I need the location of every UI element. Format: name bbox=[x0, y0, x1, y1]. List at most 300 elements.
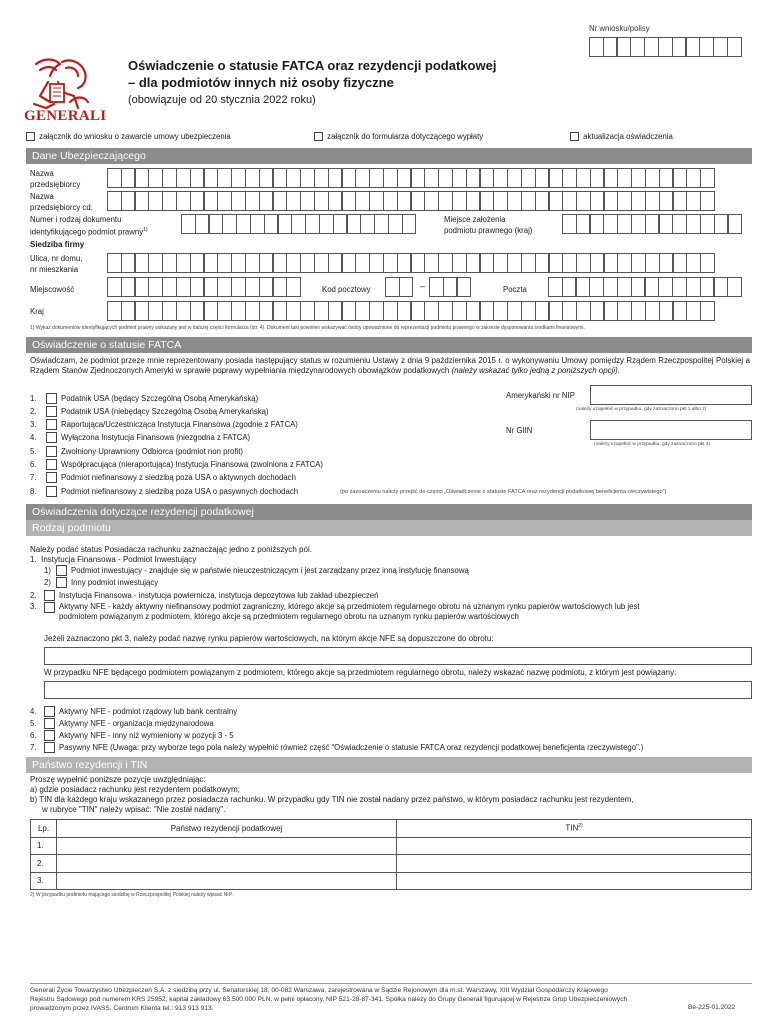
char-cell[interactable] bbox=[562, 168, 577, 188]
fatca-checkbox-3[interactable] bbox=[46, 419, 57, 430]
char-cell[interactable] bbox=[300, 301, 315, 321]
char-cell[interactable] bbox=[452, 301, 467, 321]
char-cell[interactable] bbox=[507, 191, 522, 211]
char-cell[interactable] bbox=[107, 301, 122, 321]
char-cell[interactable] bbox=[617, 37, 632, 57]
char-cell[interactable] bbox=[300, 168, 315, 188]
char-cell[interactable] bbox=[190, 277, 205, 297]
char-cell[interactable] bbox=[521, 253, 536, 273]
char-cell[interactable] bbox=[231, 253, 246, 273]
char-cell[interactable] bbox=[549, 191, 564, 211]
char-cell[interactable] bbox=[700, 191, 715, 211]
char-cell[interactable] bbox=[217, 277, 232, 297]
char-cell[interactable] bbox=[700, 301, 715, 321]
char-cell[interactable] bbox=[466, 301, 481, 321]
char-cell[interactable] bbox=[480, 191, 495, 211]
char-cell[interactable] bbox=[576, 191, 591, 211]
char-cell[interactable] bbox=[466, 253, 481, 273]
char-cell[interactable] bbox=[217, 168, 232, 188]
char-cell[interactable] bbox=[245, 168, 260, 188]
char-cell[interactable] bbox=[548, 277, 563, 297]
char-cell[interactable] bbox=[424, 168, 439, 188]
char-cell[interactable] bbox=[686, 214, 701, 234]
char-cell[interactable] bbox=[273, 301, 288, 321]
char-cell[interactable] bbox=[673, 168, 688, 188]
tax-option-7[interactable]: 7. Pasywny NFE (Uwaga: przy wyborze tego pola należy wypełnić również część “Oświadczenie o statusie FATCA oraz rezydencji podatkowej beneficjenta rzeczywistego”.) bbox=[30, 743, 644, 752]
char-cell[interactable] bbox=[507, 253, 522, 273]
tax-option-4[interactable]: 4. Aktywny NFE - podmiot rządowy lub bank centralny bbox=[30, 707, 238, 716]
char-cell[interactable] bbox=[204, 191, 219, 211]
char-cell[interactable] bbox=[590, 168, 605, 188]
country-field[interactable] bbox=[107, 301, 714, 321]
char-cell[interactable] bbox=[562, 301, 577, 321]
char-cell[interactable] bbox=[673, 253, 688, 273]
char-cell[interactable] bbox=[727, 37, 742, 57]
char-cell[interactable] bbox=[507, 301, 522, 321]
char-cell[interactable] bbox=[355, 191, 370, 211]
char-cell[interactable] bbox=[135, 253, 150, 273]
char-cell[interactable] bbox=[231, 277, 246, 297]
char-cell[interactable] bbox=[176, 301, 191, 321]
char-cell[interactable] bbox=[438, 168, 453, 188]
char-cell[interactable] bbox=[286, 168, 301, 188]
char-cell[interactable] bbox=[699, 37, 714, 57]
char-cell[interactable] bbox=[480, 168, 495, 188]
char-cell[interactable] bbox=[314, 191, 329, 211]
char-cell[interactable] bbox=[162, 277, 177, 297]
char-cell[interactable] bbox=[107, 253, 122, 273]
char-cell[interactable] bbox=[645, 301, 660, 321]
char-cell[interactable] bbox=[603, 214, 618, 234]
char-cell[interactable] bbox=[562, 214, 577, 234]
fatca-option-7[interactable] bbox=[30, 472, 296, 483]
fatca-option-6[interactable] bbox=[30, 459, 323, 470]
char-cell[interactable] bbox=[452, 168, 467, 188]
char-cell[interactable] bbox=[383, 301, 398, 321]
char-cell[interactable] bbox=[604, 301, 619, 321]
tax-option-3[interactable]: 3. Aktywny NFE - każdy aktywny niefinansowy podmiot zagraniczny, którego akcje są przedmiotem regularnego obrotu na uznanym rynku papierów wartościowych lub jest podmiotem powiązanym z podmiotem, którego akcje są przedmiotem regularnego obrotu na uznanym rynku papierów wartościowych bbox=[30, 602, 640, 621]
char-cell[interactable] bbox=[162, 301, 177, 321]
post-field[interactable] bbox=[548, 277, 741, 297]
char-cell[interactable] bbox=[672, 37, 687, 57]
document-field[interactable] bbox=[181, 214, 416, 234]
char-cell[interactable] bbox=[135, 191, 150, 211]
char-cell[interactable] bbox=[314, 168, 329, 188]
char-cell[interactable] bbox=[590, 301, 605, 321]
char-cell[interactable] bbox=[204, 301, 219, 321]
name-cont-field[interactable] bbox=[107, 191, 714, 211]
fatca-option-4[interactable] bbox=[30, 432, 250, 443]
tin-country-cell[interactable] bbox=[57, 837, 397, 855]
char-cell[interactable] bbox=[617, 168, 632, 188]
tax-checkbox-5[interactable] bbox=[44, 718, 55, 729]
char-cell[interactable] bbox=[121, 191, 136, 211]
char-cell[interactable] bbox=[603, 277, 618, 297]
attachment-option-3[interactable] bbox=[570, 132, 673, 141]
char-cell[interactable] bbox=[535, 301, 550, 321]
char-cell[interactable] bbox=[659, 191, 674, 211]
char-cell[interactable] bbox=[673, 301, 688, 321]
char-cell[interactable] bbox=[209, 214, 224, 234]
char-cell[interactable] bbox=[374, 214, 389, 234]
char-cell[interactable] bbox=[204, 253, 219, 273]
attachment-checkbox-2[interactable] bbox=[314, 132, 323, 141]
tax-checkbox-3[interactable] bbox=[44, 602, 55, 613]
char-cell[interactable] bbox=[195, 214, 210, 234]
char-cell[interactable] bbox=[397, 168, 412, 188]
char-cell[interactable] bbox=[590, 191, 605, 211]
char-cell[interactable] bbox=[286, 301, 301, 321]
char-cell[interactable] bbox=[369, 253, 384, 273]
char-cell[interactable] bbox=[645, 253, 660, 273]
fatca-checkbox-2[interactable] bbox=[46, 406, 57, 417]
char-cell[interactable] bbox=[590, 253, 605, 273]
char-cell[interactable] bbox=[686, 168, 701, 188]
char-cell[interactable] bbox=[135, 301, 150, 321]
char-cell[interactable] bbox=[700, 168, 715, 188]
street-field[interactable] bbox=[107, 253, 714, 273]
char-cell[interactable] bbox=[631, 191, 646, 211]
char-cell[interactable] bbox=[107, 168, 122, 188]
char-cell[interactable] bbox=[217, 191, 232, 211]
char-cell[interactable] bbox=[148, 301, 163, 321]
char-cell[interactable] bbox=[369, 168, 384, 188]
char-cell[interactable] bbox=[535, 253, 550, 273]
ref-number-field[interactable] bbox=[589, 37, 741, 57]
char-cell[interactable] bbox=[604, 191, 619, 211]
char-cell[interactable] bbox=[535, 191, 550, 211]
char-cell[interactable] bbox=[217, 301, 232, 321]
char-cell[interactable] bbox=[148, 253, 163, 273]
char-cell[interactable] bbox=[328, 301, 343, 321]
char-cell[interactable] bbox=[135, 277, 150, 297]
char-cell[interactable] bbox=[631, 301, 646, 321]
char-cell[interactable] bbox=[162, 168, 177, 188]
fatca-checkbox-5[interactable] bbox=[46, 446, 57, 457]
char-cell[interactable] bbox=[644, 37, 659, 57]
char-cell[interactable] bbox=[259, 301, 274, 321]
char-cell[interactable] bbox=[176, 253, 191, 273]
char-cell[interactable] bbox=[589, 277, 604, 297]
tin-value-cell[interactable] bbox=[397, 837, 752, 855]
char-cell[interactable] bbox=[727, 277, 742, 297]
char-cell[interactable] bbox=[291, 214, 306, 234]
attachment-checkbox-3[interactable] bbox=[570, 132, 579, 141]
char-cell[interactable] bbox=[314, 253, 329, 273]
char-cell[interactable] bbox=[438, 191, 453, 211]
char-cell[interactable] bbox=[162, 191, 177, 211]
char-cell[interactable] bbox=[300, 253, 315, 273]
char-cell[interactable] bbox=[273, 168, 288, 188]
char-cell[interactable] bbox=[190, 253, 205, 273]
char-cell[interactable] bbox=[245, 191, 260, 211]
char-cell[interactable] bbox=[273, 253, 288, 273]
char-cell[interactable] bbox=[305, 214, 320, 234]
attachment-option-1[interactable] bbox=[26, 132, 231, 141]
char-cell[interactable] bbox=[631, 277, 646, 297]
char-cell[interactable] bbox=[286, 253, 301, 273]
char-cell[interactable] bbox=[673, 191, 688, 211]
char-cell[interactable] bbox=[369, 191, 384, 211]
postcode-field-2[interactable] bbox=[429, 277, 470, 297]
char-cell[interactable] bbox=[190, 191, 205, 211]
fatca-option-5[interactable] bbox=[30, 446, 243, 457]
fatca-option-1[interactable] bbox=[30, 393, 258, 404]
char-cell[interactable] bbox=[576, 277, 591, 297]
char-cell[interactable] bbox=[672, 214, 687, 234]
char-cell[interactable] bbox=[466, 168, 481, 188]
char-cell[interactable] bbox=[107, 191, 122, 211]
tax-checkbox-7[interactable] bbox=[44, 742, 55, 753]
giin-input[interactable] bbox=[590, 420, 752, 440]
char-cell[interactable] bbox=[342, 301, 357, 321]
fatca-checkbox-1[interactable] bbox=[46, 393, 57, 404]
char-cell[interactable] bbox=[300, 191, 315, 211]
char-cell[interactable] bbox=[278, 214, 293, 234]
char-cell[interactable] bbox=[360, 214, 375, 234]
tax-option-5[interactable]: 5. Aktywny NFE - organizacja międzynarodowa bbox=[30, 719, 214, 728]
char-cell[interactable] bbox=[424, 301, 439, 321]
char-cell[interactable] bbox=[121, 168, 136, 188]
char-cell[interactable] bbox=[686, 277, 701, 297]
char-cell[interactable] bbox=[231, 191, 246, 211]
char-cell[interactable] bbox=[700, 277, 715, 297]
char-cell[interactable] bbox=[411, 301, 426, 321]
tin-country-cell[interactable] bbox=[57, 855, 397, 873]
char-cell[interactable] bbox=[190, 301, 205, 321]
char-cell[interactable] bbox=[658, 37, 673, 57]
char-cell[interactable] bbox=[507, 168, 522, 188]
char-cell[interactable] bbox=[631, 168, 646, 188]
char-cell[interactable] bbox=[714, 277, 729, 297]
char-cell[interactable] bbox=[148, 168, 163, 188]
fatca-option-8[interactable] bbox=[30, 486, 298, 497]
char-cell[interactable] bbox=[700, 253, 715, 273]
char-cell[interactable] bbox=[549, 168, 564, 188]
char-cell[interactable] bbox=[659, 214, 674, 234]
char-cell[interactable] bbox=[521, 301, 536, 321]
char-cell[interactable] bbox=[603, 37, 618, 57]
char-cell[interactable] bbox=[686, 253, 701, 273]
char-cell[interactable] bbox=[355, 168, 370, 188]
char-cell[interactable] bbox=[236, 214, 251, 234]
fatca-option-3[interactable] bbox=[30, 419, 298, 430]
char-cell[interactable] bbox=[728, 214, 743, 234]
char-cell[interactable] bbox=[549, 253, 564, 273]
fatca-checkbox-6[interactable] bbox=[46, 459, 57, 470]
char-cell[interactable] bbox=[333, 214, 348, 234]
postcode-field-1[interactable] bbox=[385, 277, 413, 297]
char-cell[interactable] bbox=[576, 301, 591, 321]
char-cell[interactable] bbox=[259, 253, 274, 273]
char-cell[interactable] bbox=[388, 214, 403, 234]
char-cell[interactable] bbox=[148, 277, 163, 297]
char-cell[interactable] bbox=[631, 214, 646, 234]
char-cell[interactable] bbox=[148, 191, 163, 211]
char-cell[interactable] bbox=[521, 168, 536, 188]
char-cell[interactable] bbox=[713, 37, 728, 57]
char-cell[interactable] bbox=[672, 277, 687, 297]
char-cell[interactable] bbox=[342, 253, 357, 273]
char-cell[interactable] bbox=[319, 214, 334, 234]
char-cell[interactable] bbox=[686, 301, 701, 321]
char-cell[interactable] bbox=[535, 168, 550, 188]
char-cell[interactable] bbox=[286, 191, 301, 211]
char-cell[interactable] bbox=[176, 277, 191, 297]
char-cell[interactable] bbox=[397, 253, 412, 273]
tax-checkbox-4[interactable] bbox=[44, 706, 55, 717]
char-cell[interactable] bbox=[245, 277, 260, 297]
tax-option-2[interactable]: 2. Instytucja Finansowa - instytucja powiernicza, instytucja depozytowa lub zakład ubezpieczeń bbox=[30, 591, 379, 600]
char-cell[interactable] bbox=[466, 191, 481, 211]
char-cell[interactable] bbox=[328, 168, 343, 188]
char-cell[interactable] bbox=[162, 253, 177, 273]
char-cell[interactable] bbox=[231, 301, 246, 321]
char-cell[interactable] bbox=[429, 277, 444, 297]
char-cell[interactable] bbox=[264, 214, 279, 234]
char-cell[interactable] bbox=[576, 168, 591, 188]
char-cell[interactable] bbox=[438, 253, 453, 273]
char-cell[interactable] bbox=[617, 301, 632, 321]
char-cell[interactable] bbox=[590, 214, 605, 234]
char-cell[interactable] bbox=[411, 253, 426, 273]
char-cell[interactable] bbox=[397, 301, 412, 321]
tin-country-cell[interactable] bbox=[57, 872, 397, 890]
char-cell[interactable] bbox=[273, 191, 288, 211]
char-cell[interactable] bbox=[328, 253, 343, 273]
char-cell[interactable] bbox=[176, 168, 191, 188]
tax-checkbox-1-2[interactable] bbox=[56, 577, 67, 588]
char-cell[interactable] bbox=[576, 253, 591, 273]
tax-checkbox-6[interactable] bbox=[44, 730, 55, 741]
char-cell[interactable] bbox=[645, 277, 660, 297]
char-cell[interactable] bbox=[686, 191, 701, 211]
char-cell[interactable] bbox=[204, 277, 219, 297]
char-cell[interactable] bbox=[121, 253, 136, 273]
char-cell[interactable] bbox=[604, 253, 619, 273]
char-cell[interactable] bbox=[176, 191, 191, 211]
char-cell[interactable] bbox=[604, 168, 619, 188]
char-cell[interactable] bbox=[480, 253, 495, 273]
nip-input[interactable] bbox=[590, 385, 752, 405]
place-field[interactable] bbox=[562, 214, 741, 234]
char-cell[interactable] bbox=[259, 168, 274, 188]
tax-checkbox-1-1[interactable] bbox=[56, 565, 67, 576]
char-cell[interactable] bbox=[314, 301, 329, 321]
market-input[interactable] bbox=[44, 647, 752, 665]
char-cell[interactable] bbox=[576, 214, 591, 234]
char-cell[interactable] bbox=[107, 277, 122, 297]
char-cell[interactable] bbox=[286, 277, 301, 297]
char-cell[interactable] bbox=[411, 191, 426, 211]
char-cell[interactable] bbox=[493, 253, 508, 273]
char-cell[interactable] bbox=[181, 214, 196, 234]
city-field[interactable] bbox=[107, 277, 300, 297]
char-cell[interactable] bbox=[686, 37, 701, 57]
char-cell[interactable] bbox=[250, 214, 265, 234]
char-cell[interactable] bbox=[259, 191, 274, 211]
char-cell[interactable] bbox=[222, 214, 237, 234]
char-cell[interactable] bbox=[493, 191, 508, 211]
char-cell[interactable] bbox=[383, 191, 398, 211]
char-cell[interactable] bbox=[383, 253, 398, 273]
tin-value-cell[interactable] bbox=[397, 855, 752, 873]
char-cell[interactable] bbox=[480, 301, 495, 321]
char-cell[interactable] bbox=[121, 277, 136, 297]
char-cell[interactable] bbox=[659, 253, 674, 273]
tin-value-cell[interactable] bbox=[397, 872, 752, 890]
fatca-option-2[interactable] bbox=[30, 406, 269, 417]
char-cell[interactable] bbox=[562, 253, 577, 273]
char-cell[interactable] bbox=[347, 214, 362, 234]
char-cell[interactable] bbox=[342, 191, 357, 211]
char-cell[interactable] bbox=[355, 253, 370, 273]
char-cell[interactable] bbox=[342, 168, 357, 188]
tax-option-6[interactable]: 6. Aktywny NFE - inny niż wymieniony w pozycji 3 - 5 bbox=[30, 731, 234, 740]
attachment-checkbox-1[interactable] bbox=[26, 132, 35, 141]
char-cell[interactable] bbox=[217, 253, 232, 273]
char-cell[interactable] bbox=[630, 37, 645, 57]
char-cell[interactable] bbox=[383, 168, 398, 188]
char-cell[interactable] bbox=[645, 191, 660, 211]
char-cell[interactable] bbox=[659, 168, 674, 188]
char-cell[interactable] bbox=[562, 277, 577, 297]
attachment-option-2[interactable] bbox=[314, 132, 483, 141]
char-cell[interactable] bbox=[617, 214, 632, 234]
char-cell[interactable] bbox=[402, 214, 417, 234]
char-cell[interactable] bbox=[452, 253, 467, 273]
name-field[interactable] bbox=[107, 168, 714, 188]
char-cell[interactable] bbox=[457, 277, 472, 297]
char-cell[interactable] bbox=[190, 168, 205, 188]
char-cell[interactable] bbox=[658, 277, 673, 297]
char-cell[interactable] bbox=[562, 191, 577, 211]
char-cell[interactable] bbox=[714, 214, 729, 234]
char-cell[interactable] bbox=[549, 301, 564, 321]
fatca-checkbox-4[interactable] bbox=[46, 432, 57, 443]
char-cell[interactable] bbox=[369, 301, 384, 321]
char-cell[interactable] bbox=[700, 214, 715, 234]
related-entity-input[interactable] bbox=[44, 681, 752, 699]
char-cell[interactable] bbox=[424, 191, 439, 211]
char-cell[interactable] bbox=[645, 168, 660, 188]
char-cell[interactable] bbox=[452, 191, 467, 211]
char-cell[interactable] bbox=[411, 168, 426, 188]
char-cell[interactable] bbox=[617, 191, 632, 211]
char-cell[interactable] bbox=[493, 301, 508, 321]
char-cell[interactable] bbox=[424, 253, 439, 273]
char-cell[interactable] bbox=[443, 277, 458, 297]
char-cell[interactable] bbox=[659, 301, 674, 321]
char-cell[interactable] bbox=[328, 191, 343, 211]
char-cell[interactable] bbox=[355, 301, 370, 321]
char-cell[interactable] bbox=[231, 168, 246, 188]
char-cell[interactable] bbox=[521, 191, 536, 211]
char-cell[interactable] bbox=[631, 253, 646, 273]
char-cell[interactable] bbox=[273, 277, 288, 297]
char-cell[interactable] bbox=[399, 277, 414, 297]
char-cell[interactable] bbox=[589, 37, 604, 57]
tax-option-1-2[interactable]: 2) Inny podmiot inwestujący bbox=[44, 578, 159, 587]
fatca-checkbox-7[interactable] bbox=[46, 472, 57, 483]
char-cell[interactable] bbox=[397, 191, 412, 211]
char-cell[interactable] bbox=[245, 253, 260, 273]
char-cell[interactable] bbox=[645, 214, 660, 234]
char-cell[interactable] bbox=[617, 253, 632, 273]
char-cell[interactable] bbox=[493, 168, 508, 188]
tax-option-1-1[interactable]: 1) Podmiot inwestujący - znajduje się w państwie nieuczestniczącym i jest zarządzany przez inną instytucję finansową bbox=[44, 566, 469, 575]
char-cell[interactable] bbox=[438, 301, 453, 321]
